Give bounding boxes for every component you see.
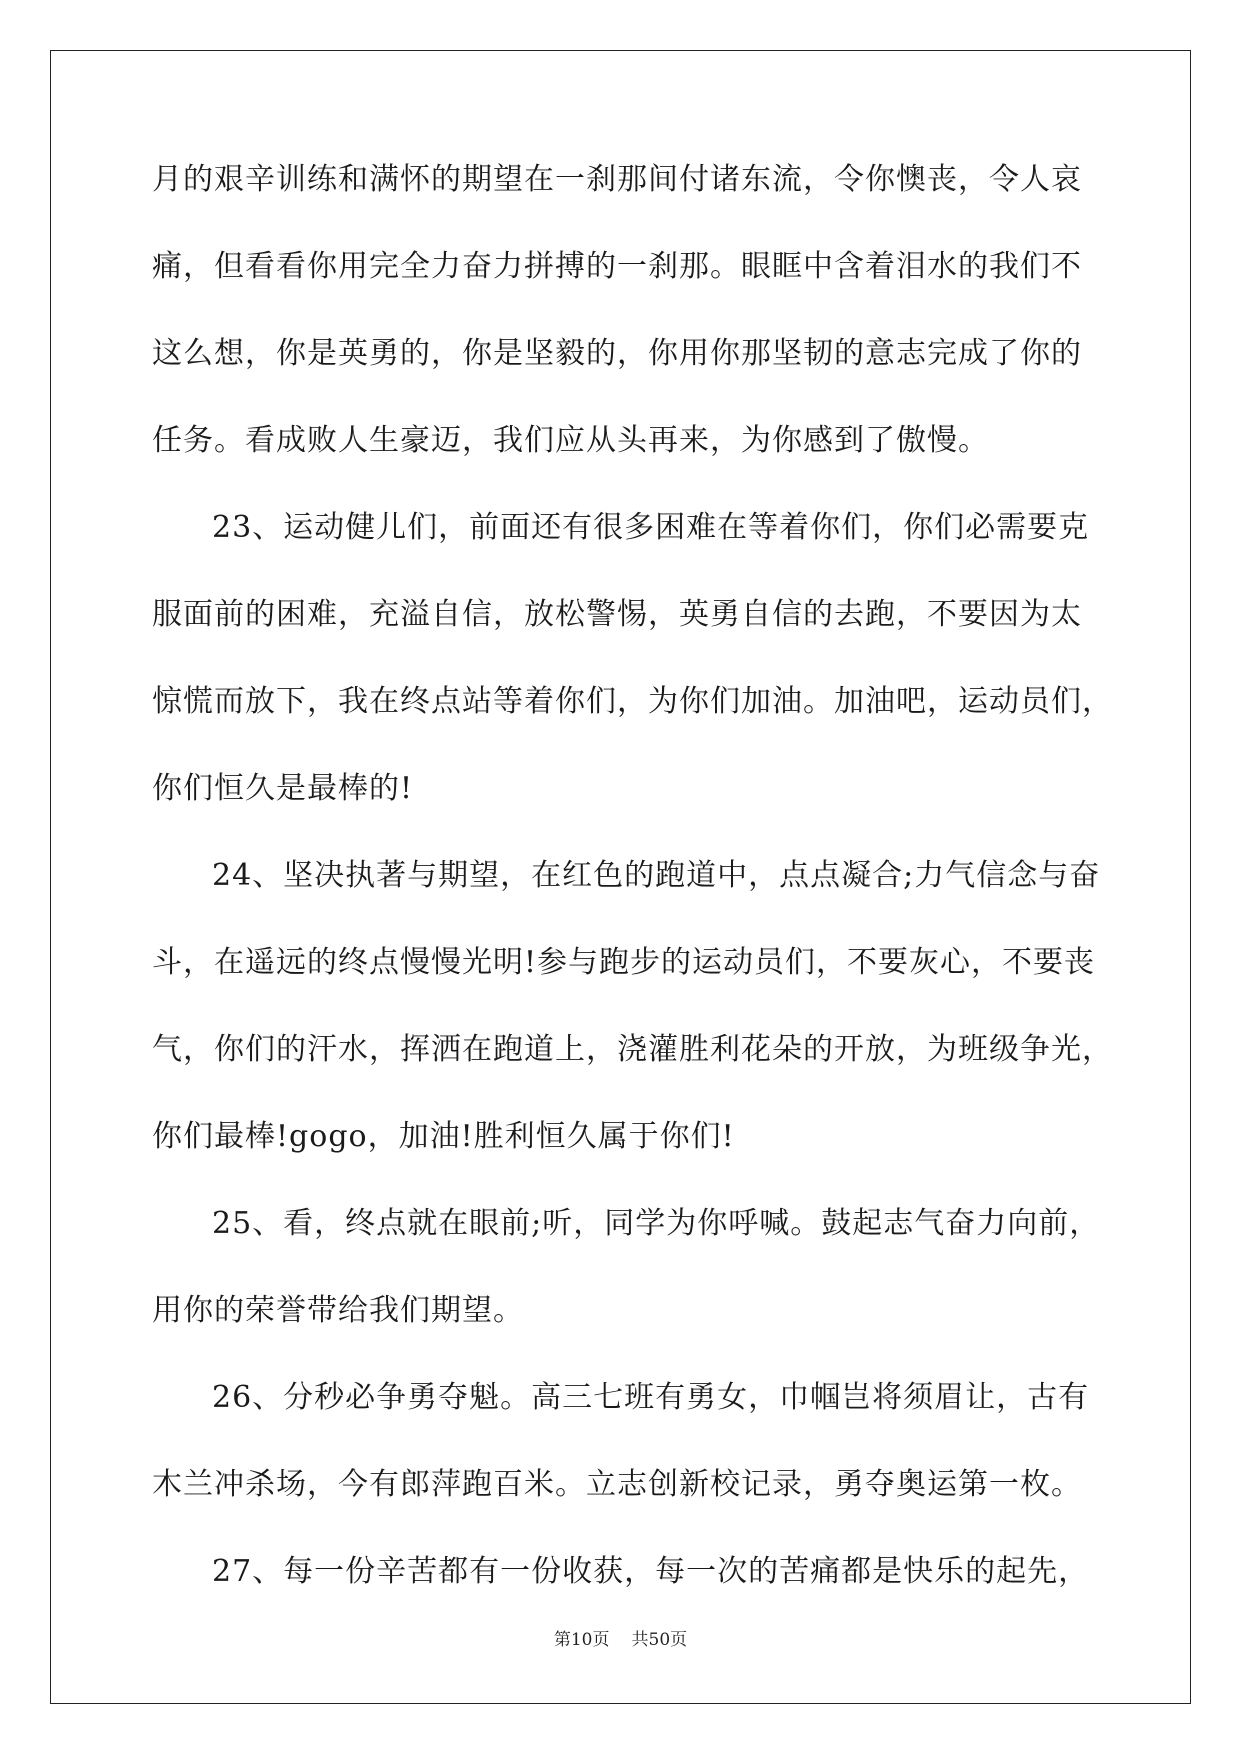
- paragraph-start-27: 27、每一份辛苦都有一份收获，每一次的苦痛都是快乐的起先，: [212, 1554, 1090, 1589]
- document-body: [152, 160, 1113, 1639]
- page-footer: [0, 1625, 1241, 1650]
- text-line: 痛，但看看你用完全力奋力拼搏的一刹那。眼眶中含着泪水的我们不: [152, 249, 1082, 284]
- text-line: 斗，在遥远的终点慢慢光明!参与跑步的运动员们，不要灰心，不要丧: [152, 945, 1096, 980]
- text-line: 木兰冲杀场，今有郎萍跑百米。立志创新校记录，勇夺奥运第一枚。: [152, 1467, 1082, 1502]
- paragraph-start-26: 26、分秒必争勇夺魁。高三七班有勇女，巾帼岂将须眉让，古有: [212, 1380, 1090, 1415]
- text-line: 用你的荣誉带给我们期望。: [152, 1293, 524, 1328]
- text-line: 这么想，你是英勇的，你是坚毅的，你用你那坚韧的意志完成了你的: [152, 336, 1082, 371]
- total-pages: 共50页: [631, 1630, 688, 1650]
- text-line: 气，你们的汗水，挥洒在跑道上，浇灌胜利花朵的开放，为班级争光，: [152, 1032, 1113, 1067]
- text-line: 服面前的困难，充溢自信，放松警惕，英勇自信的去跑，不要因为太: [152, 597, 1082, 632]
- text-line: 你们最棒!gogo，加油!胜利恒久属于你们!: [152, 1119, 735, 1154]
- text-line: 月的艰辛训练和满怀的期望在一刹那间付诸东流，令你懊丧，令人哀: [152, 162, 1082, 197]
- text-line: 你们恒久是最棒的!: [152, 771, 414, 806]
- text-line: 任务。看成败人生豪迈，我们应从头再来，为你感到了傲慢。: [152, 423, 989, 458]
- page-number: 第10页: [553, 1630, 610, 1650]
- paragraph-start-24: 24、坚决执著与期望，在红色的跑道中，点点凝合;力气信念与奋: [212, 858, 1101, 893]
- paragraph-start-25: 25、看，终点就在眼前;听，同学为你呼喊。鼓起志气奋力向前，: [212, 1206, 1101, 1241]
- text-line: 惊慌而放下，我在终点站等着你们，为你们加油。加油吧，运动员们，: [152, 684, 1113, 719]
- paragraph-start-23: 23、运动健儿们，前面还有很多困难在等着你们，你们必需要克: [212, 510, 1090, 545]
